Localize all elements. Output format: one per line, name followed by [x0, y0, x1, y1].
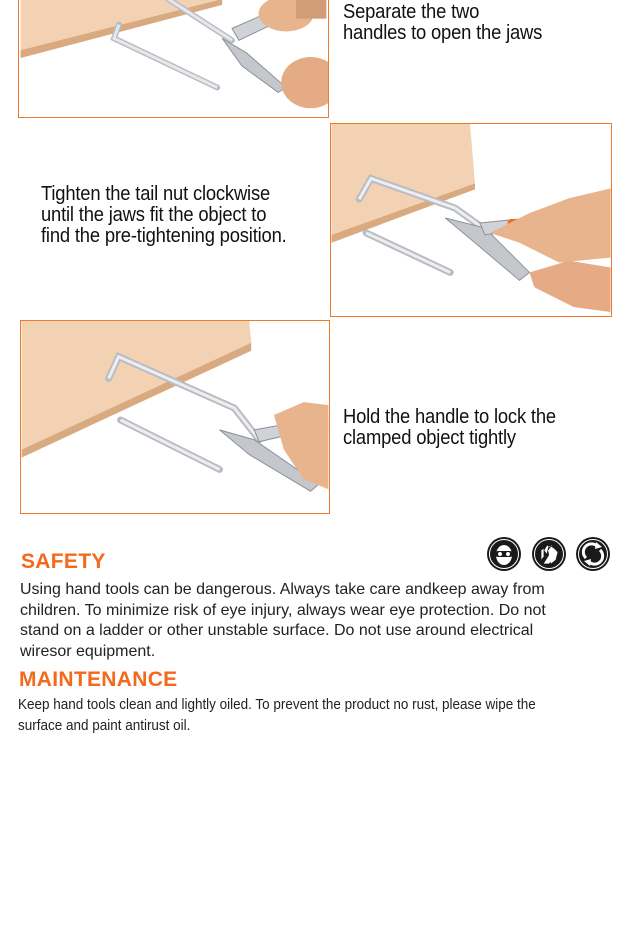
- safety-line-1: Using hand tools can be dangerous. Always take care andkeep away from: [20, 581, 545, 598]
- step-3-text: [343, 407, 556, 449]
- clamp-opening-illustration: [19, 0, 328, 117]
- step-1-line-1: Separate the two: [343, 1, 480, 23]
- maintenance-line-1: Keep hand tools clean and lightly oiled. To prevent the product no rust, please wipe the: [18, 697, 536, 713]
- step-2-line-1: Tighten the tail nut clockwise: [41, 183, 271, 205]
- recycle-icon: [575, 536, 611, 572]
- safety-heading: SAFETY: [21, 550, 106, 573]
- safety-text: [20, 580, 620, 662]
- step-2-line-3: find the pre-tightening position.: [41, 225, 287, 247]
- step-2-text: [41, 184, 287, 247]
- eye-protection-icon: [486, 536, 522, 572]
- step-2-line-2: until the jaws fit the object to: [41, 204, 267, 226]
- clamp-locked-illustration: [21, 321, 329, 513]
- gloves-icon: [531, 536, 567, 572]
- step-3-line-1: Hold the handle to lock the: [343, 406, 556, 428]
- safety-line-2: children. To minimize risk of eye injury, always wear eye protection. Do not: [20, 601, 546, 619]
- step-1-line-2: handles to open the jaws: [343, 22, 543, 44]
- clamp-tightening-illustration: [331, 124, 611, 316]
- safety-line-3: stand on a ladder or other unstable surface. Do not use around electrical: [20, 622, 534, 639]
- step-1-text: [343, 2, 542, 44]
- step-3-photo: [20, 320, 330, 514]
- maintenance-heading: MAINTENANCE: [19, 668, 178, 691]
- step-1-photo: [18, 0, 329, 118]
- step-2-photo: [330, 123, 612, 317]
- maintenance-line-2: surface and paint antirust oil.: [18, 718, 191, 734]
- step-3-line-2: clamped object tightly: [343, 427, 516, 449]
- safety-line-4: wiresor equipment.: [20, 642, 156, 660]
- maintenance-text: [18, 695, 613, 737]
- safety-icons: [486, 536, 612, 572]
